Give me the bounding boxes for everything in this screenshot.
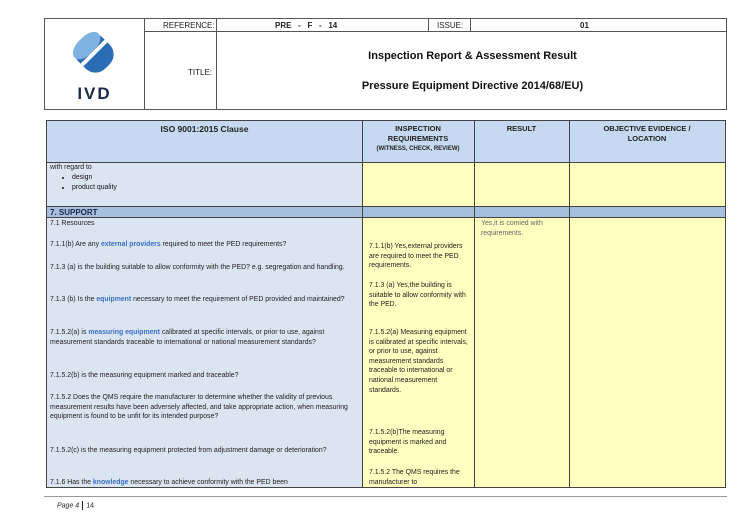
requirement-7-1-5-2: 7.1.5.2 The QMS requires the manufacturer to [369, 469, 460, 486]
inspection-table [46, 120, 726, 488]
issue-value: 01 [580, 21, 589, 30]
page-number: Page 4 [57, 502, 80, 510]
requirement-7-1-1b: 7.1.1(b) Yes,external providers are required to meet the PED requirements. [369, 243, 463, 270]
document-header [44, 18, 727, 110]
pre-text: with regard to [50, 164, 92, 171]
reference-label: REFERENCE: [163, 21, 215, 30]
clause-7-1-1b: 7.1.1(b) Are any external providers required to meet the PED requirements? [50, 241, 287, 248]
title-line-1: Inspection Report & Assessment Result [368, 50, 577, 62]
clause-7-1-5-2: 7.1.5.2 Does the QMS require the manufacturer to determine whether the validity of previous measurement results have been adversely affected, and take appropriate action, when measuring equipment is found to be unfit for its intended purpose? [50, 394, 348, 421]
clause-7-1-5-2b: 7.1.5.2(b) is the measuring equipment marked and traceable? [50, 372, 239, 379]
list-item: • product quality [72, 183, 117, 193]
requirement-7-1-5-2a: 7.1.5.2(a) Measuring equipment is calibrated at specific intervals, or prior to use, against measurement standards traceable to international or national measurement standards. [369, 329, 468, 394]
logo-text: IVD [77, 84, 112, 103]
clause-7-1-3b: 7.1.3 (b) Is the equipment necessary to meet the requirement of PED provided and maintained? [50, 296, 345, 303]
ivd-logo-icon [65, 24, 123, 82]
clause-7-1-5-2c: 7.1.5.2(c) is the measuring equipment protected from adjustment damage or deterioration? [50, 447, 327, 454]
section-support: 7. SUPPORT [47, 206, 725, 218]
result-text: Yes,it is comied with requirements. [481, 220, 543, 237]
footer-rule [44, 496, 727, 497]
requirement-7-1-5-2b: 7.1.5.2(b)The measuring equipment is marked and traceable. [369, 429, 447, 456]
logo-cell [45, 19, 145, 109]
col-header-result: RESULT [474, 121, 569, 163]
page-footer [57, 501, 94, 510]
list-item: • design [72, 173, 117, 183]
title-line-2: Pressure Equipment Directive 2014/68/EU) [361, 80, 584, 92]
clause-7-1-6: 7.1.6 Has the knowledge necessary to achieve conformity with the PED been [50, 479, 288, 486]
col-header-evidence: OBJECTIVE EVIDENCE / LOCATION [569, 121, 725, 163]
reference-value: PRE - F - 14 [275, 21, 338, 30]
clause-7-1-3a: 7.1.3 (a) is the building suitable to allow conformity with the PED? e.g. segregation and handling. [50, 264, 345, 271]
clause-7-1-5-2a: 7.1.5.2(a) is measuring equipment calibrated at specific intervals, or prior to use, against measurement standards traceable to international or national measurement standards? [50, 329, 325, 346]
title-label: TITLE: [188, 68, 213, 77]
col-header-clause: ISO 9001:2015 Clause [47, 121, 362, 163]
requirement-7-1-3a: 7.1.3 (a) Yes,the building is suitable to allow conformity with the PED. [369, 282, 466, 309]
clause-resources: 7.1 Resources [50, 220, 95, 227]
issue-label: ISSUE: [437, 21, 464, 30]
page-total: 14 [86, 502, 94, 510]
bullet-list [50, 173, 117, 192]
col-header-requirements: INSPECTION REQUIREMENTS (WITNESS, CHECK, REVIEW) [362, 121, 474, 163]
